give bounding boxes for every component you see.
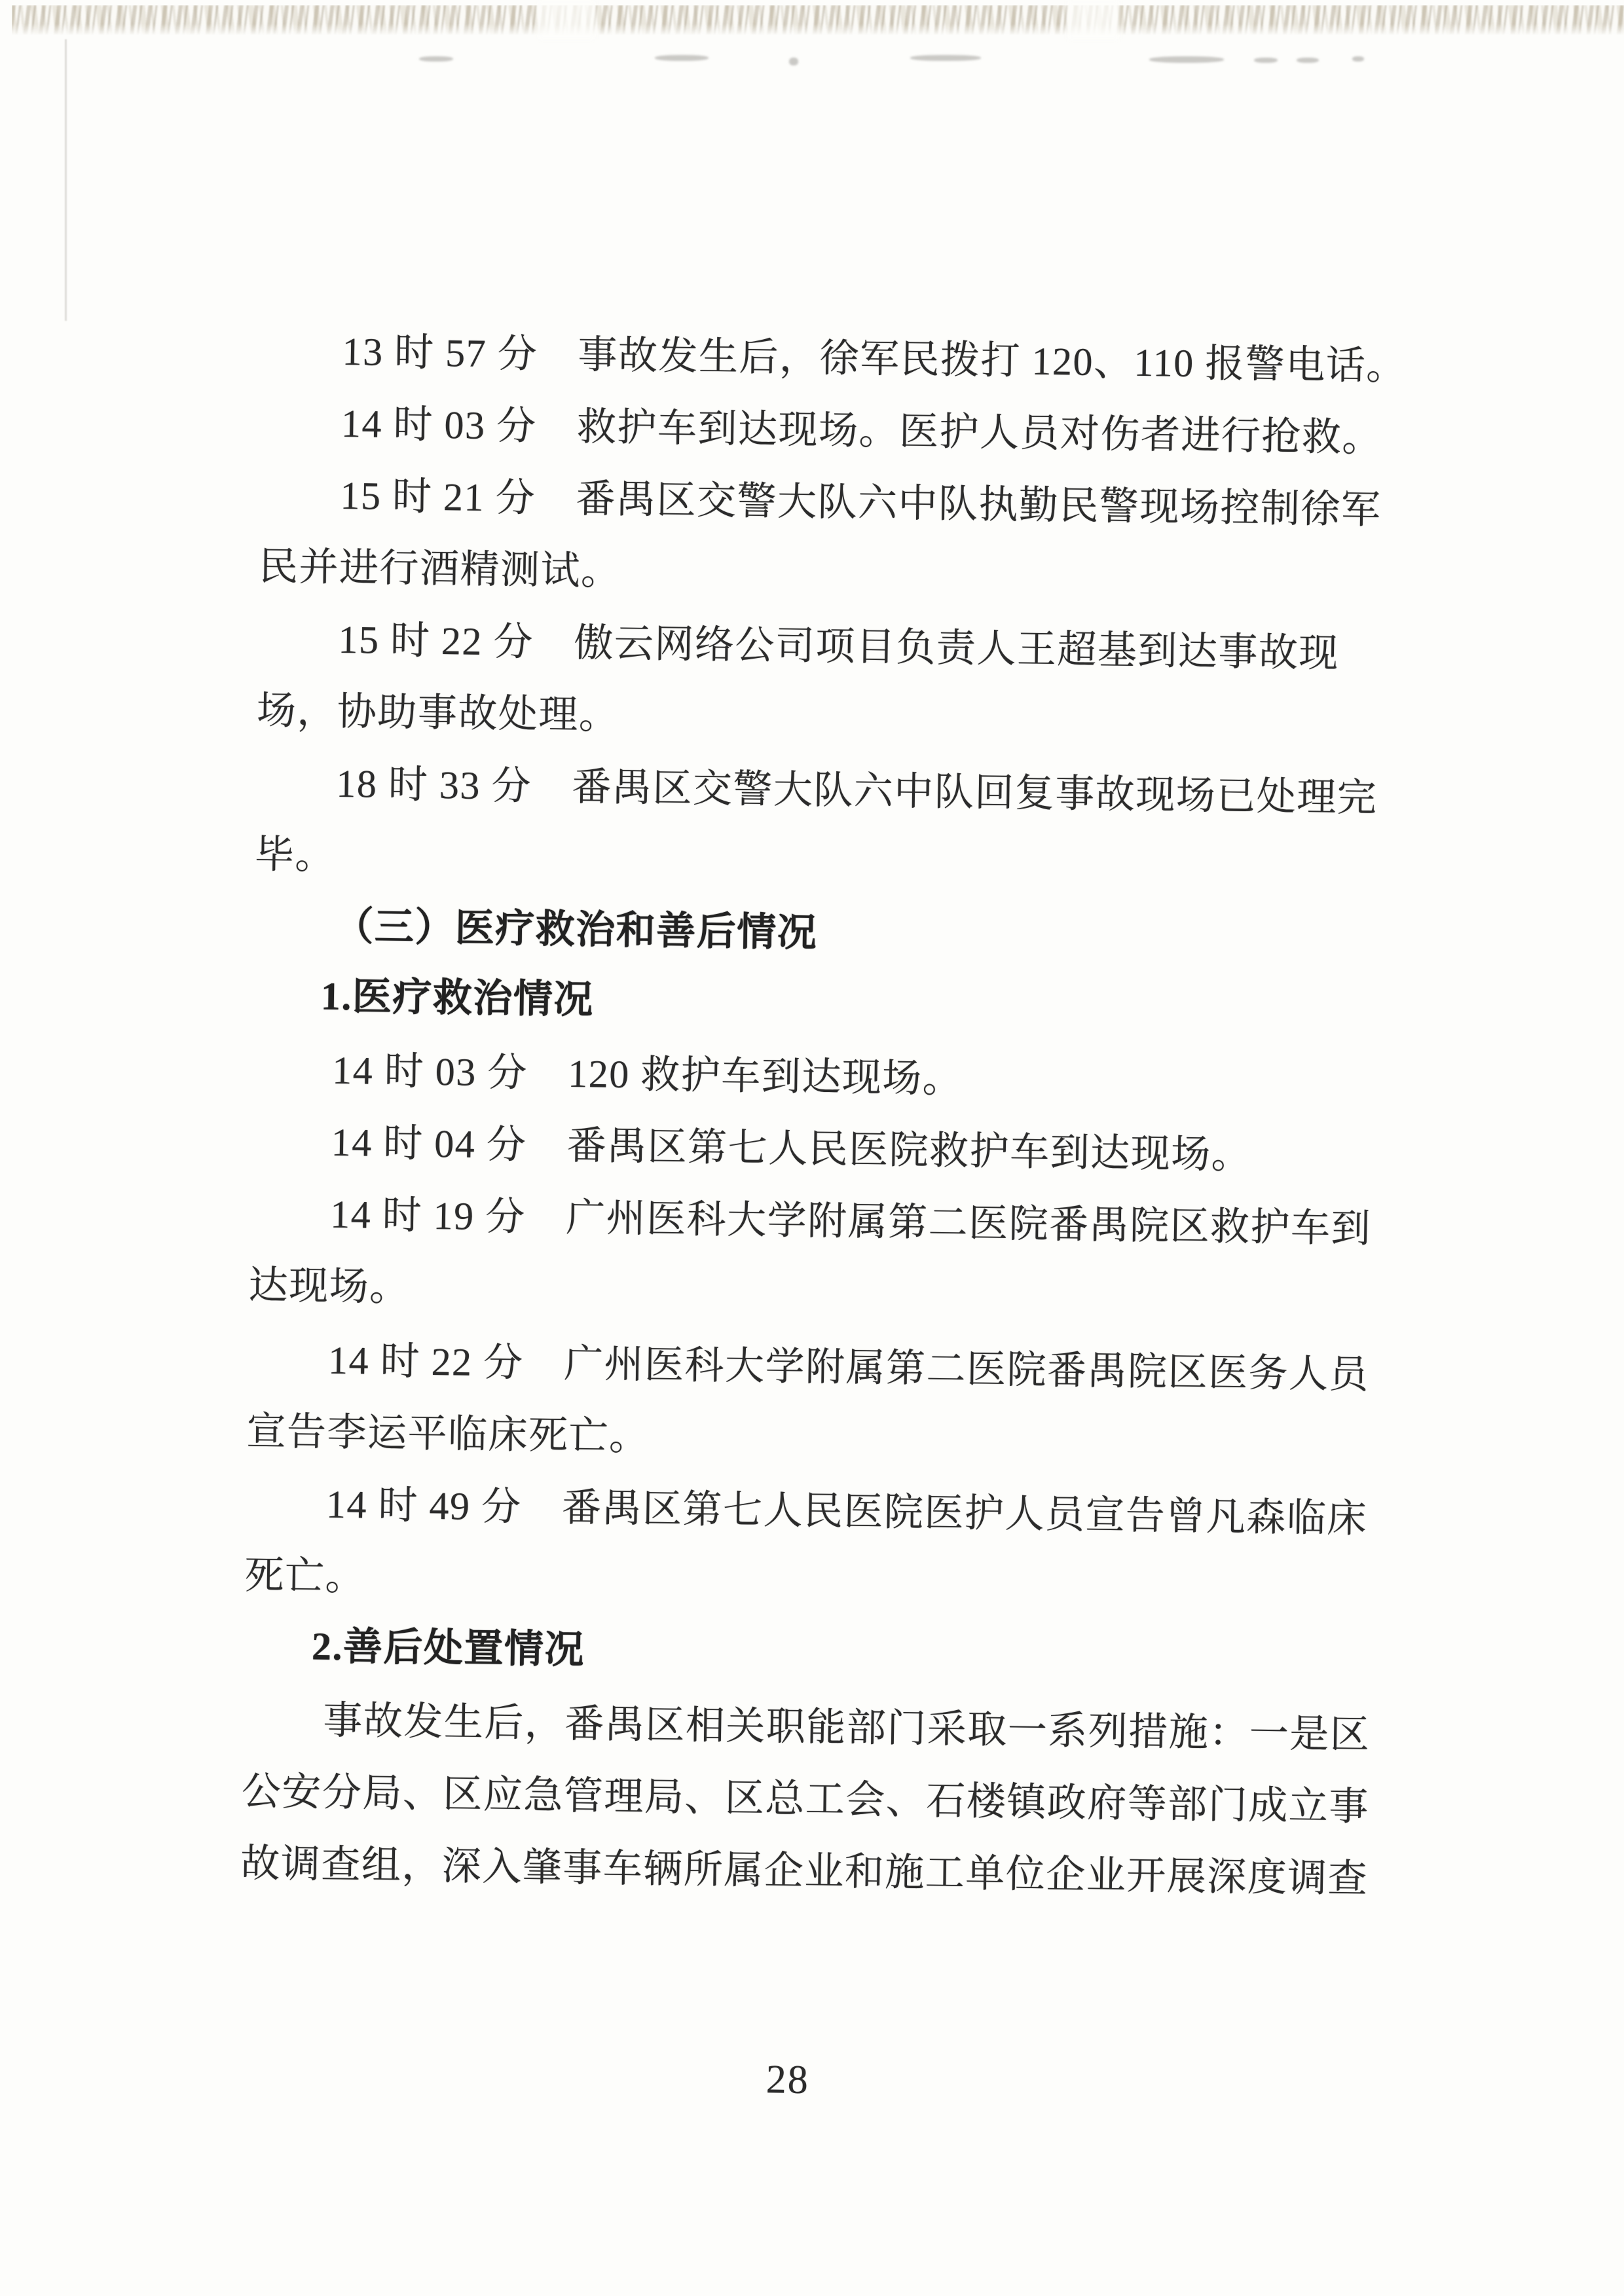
timeline-entry: 14 时 04 分 番禺区第七人民医院救护车到达现场。 — [331, 1120, 1252, 1177]
page-number: 28 — [766, 2057, 810, 2103]
timeline-entry: 18 时 33 分 番禺区交警大队六中队回复事故现场已处理完 — [335, 761, 1378, 820]
timeline-entry: 13 时 57 分 事故发生后，徐军民拨打 120、110 报警电话。 — [342, 329, 1407, 388]
subsection-heading: 2.善后处置情况 — [311, 1624, 585, 1672]
paragraph-line: 公安分局、区应急管理局、区总工会、石楼镇政府等部门成立事 — [241, 1769, 1370, 1829]
timeline-entry: 14 时 03 分 120 救护车到达现场。 — [331, 1048, 963, 1101]
subsection-heading: 1.医疗救治情况 — [320, 974, 595, 1022]
paragraph-line: 宣告李运平临床死亡。 — [246, 1410, 650, 1459]
section-heading: （三）医疗救治和善后情况 — [333, 904, 818, 955]
paragraph-line: 事故发生后，番禺区相关职能部门采取一系列措施：一是区 — [322, 1698, 1371, 1757]
paragraph-line: 达现场。 — [248, 1264, 411, 1309]
paragraph-line: 场，协助事故处理。 — [256, 689, 619, 737]
timeline-entry: 14 时 49 分 番禺区第七人民医院医护人员宣告曾凡森临床 — [325, 1482, 1368, 1540]
timeline-entry: 15 时 22 分 傲云网络公司项目负责人王超基到达事故现 — [338, 617, 1340, 676]
timeline-entry: 14 时 22 分 广州医科大学附属第二医院番禺院区医务人员 — [327, 1338, 1370, 1396]
timeline-entry: 14 时 19 分 广州医科大学附属第二医院番禺院区救护车到 — [329, 1192, 1372, 1250]
paragraph-line: 毕。 — [254, 833, 336, 877]
paragraph-line: 死亡。 — [244, 1554, 366, 1599]
paragraph-line: 民并进行酒精测试。 — [258, 545, 621, 593]
timeline-entry: 14 时 03 分 救护车到达现场。医护人员对伤者进行抢救。 — [341, 401, 1383, 460]
paragraph-line: 故调查组，深入肇事车辆所属企业和施工单位企业开展深度调查 — [240, 1841, 1369, 1901]
timeline-entry: 15 时 21 分 番禺区交警大队六中队执勤民警现场控制徐军 — [340, 473, 1382, 532]
